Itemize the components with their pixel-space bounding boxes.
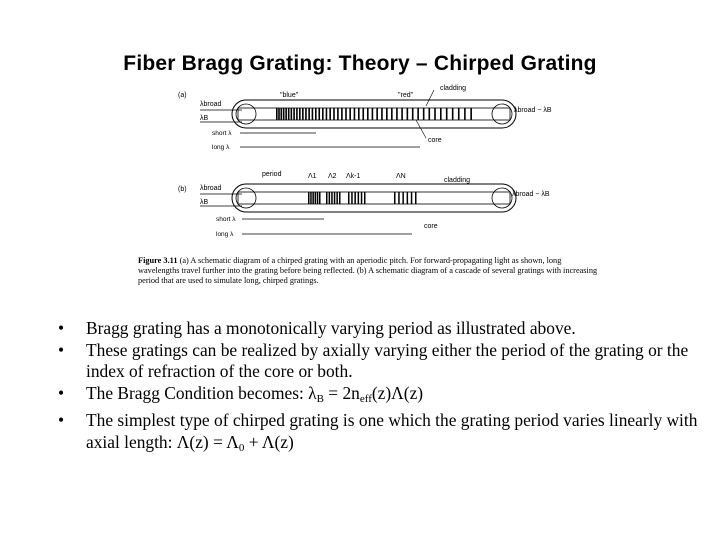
grating-line: [354, 192, 356, 204]
figure-caption: [138, 256, 598, 286]
grating-line: [331, 192, 333, 204]
grating-line: [299, 108, 301, 120]
grating-line: [336, 192, 338, 204]
grating-line: [398, 192, 400, 204]
panel-a-fiber-cladding: [232, 100, 516, 128]
panel-b-grating-sections: [308, 192, 417, 204]
panel-a-cladding-label: cladding: [440, 85, 467, 92]
grating-line: [315, 108, 317, 120]
panel-a-core-label: core: [428, 137, 442, 144]
grating-line: [317, 192, 319, 204]
grating-line: [358, 192, 360, 204]
grating-line: [326, 108, 328, 120]
grating-line: [291, 108, 293, 120]
grating-line: [401, 108, 403, 120]
panel-b-core-label: core: [424, 223, 438, 230]
bullet-item: [58, 318, 698, 340]
bullet-item: [58, 383, 698, 411]
bragg-subscript: B: [316, 392, 324, 405]
panel-a-short-label: short λ: [212, 130, 232, 137]
panel-a-lambda-broad: λbroad: [200, 101, 222, 108]
grating-line: [319, 192, 321, 204]
lambda0-subscript: 0: [238, 441, 245, 454]
grating-line: [428, 108, 430, 120]
panel-b-output: λbroad − λB: [512, 191, 550, 198]
grating-line: [381, 108, 383, 120]
grating-line: [318, 108, 320, 120]
grating-line: [308, 192, 310, 204]
panel-a-label: (a): [178, 92, 187, 99]
bullet-list: [58, 318, 698, 459]
grating-line: [470, 108, 472, 120]
grating-line: [345, 108, 347, 120]
grating-line: [296, 108, 298, 120]
grating-line: [402, 192, 404, 204]
grating-line: [351, 192, 353, 204]
grating-line: [329, 192, 331, 204]
bullet-item: [58, 340, 698, 383]
panel-a-blue-label: "blue": [280, 92, 299, 99]
grating-line: [354, 108, 356, 120]
grating-line: [326, 192, 328, 204]
grating-line: [329, 108, 331, 120]
grating-line: [348, 192, 350, 204]
chirp-equation-text: The simplest type of chirped grating is one which the grating period varies linearly with axial length: Λ(z) = Λ: [86, 410, 698, 452]
chirp-equation-text: + Λ(z): [244, 431, 294, 452]
panel-b-lambda-b: λB: [200, 199, 209, 206]
grating-line: [423, 108, 425, 120]
panel-a-output: λbroad − λB: [514, 107, 552, 114]
grating-line: [358, 108, 360, 120]
grating-line: [412, 108, 414, 120]
bragg-condition-text: = 2n: [323, 382, 360, 403]
bragg-condition-text: (z)Λ(z): [371, 382, 424, 403]
grating-line: [386, 108, 388, 120]
grating-line: [288, 108, 290, 120]
panel-b-label: (b): [178, 186, 187, 193]
grating-line: [280, 108, 282, 120]
grating-line: [293, 108, 295, 120]
grating-line: [349, 108, 351, 120]
panel-a-red-label: "red": [398, 92, 414, 99]
panel-b-period-n: ΛN: [396, 173, 406, 180]
grating-line: [407, 192, 409, 204]
bullet-item: [58, 410, 698, 459]
grating-line: [315, 192, 317, 204]
panel-b-short-label: short λ: [216, 216, 236, 223]
grating-line: [376, 108, 378, 120]
figure-caption-label: Figure 3.11: [138, 256, 178, 265]
panel-a-lambda-b: λB: [200, 115, 209, 122]
grating-line: [312, 192, 314, 204]
grating-line: [364, 192, 366, 204]
grating-line: [334, 192, 336, 204]
panel-b-cladding-label: cladding: [444, 177, 471, 184]
bullet-text: These gratings can be realized by axially varying either the period of the grating or the index of refraction of the core or both.: [86, 339, 689, 381]
grating-line: [308, 108, 310, 120]
grating-line: [312, 108, 314, 120]
grating-line: [362, 108, 364, 120]
grating-line: [434, 108, 436, 120]
panel-a-grating-lines: [276, 108, 472, 120]
grating-line: [310, 192, 312, 204]
panel-b-period-label: period: [262, 171, 282, 178]
bullet-text: Bragg grating has a monotonically varying period as illustrated above.: [86, 318, 576, 338]
panel-b-fiber-cladding: [232, 184, 516, 212]
grating-line: [367, 108, 369, 120]
grating-line: [407, 108, 409, 120]
grating-line: [276, 108, 278, 120]
grating-line: [285, 108, 287, 120]
grating-line: [396, 108, 398, 120]
grating-line: [372, 108, 374, 120]
grating-line: [440, 108, 442, 120]
grating-line: [415, 192, 417, 204]
grating-line: [361, 192, 363, 204]
grating-schematic: [176, 84, 596, 264]
grating-line: [278, 108, 280, 120]
grating-line: [339, 192, 341, 204]
panel-b-period-2: Λ2: [328, 173, 337, 180]
grating-line: [341, 108, 343, 120]
grating-line: [333, 108, 335, 120]
grating-line: [458, 108, 460, 120]
grating-line: [464, 108, 466, 120]
neff-subscript: eff: [359, 392, 372, 405]
panel-b-long-label: long λ: [216, 231, 234, 238]
grating-line: [394, 192, 396, 204]
grating-line: [446, 108, 448, 120]
panel-b-period-1: Λ1: [308, 173, 317, 180]
grating-line: [411, 192, 413, 204]
panel-a-long-label: long λ: [212, 144, 230, 151]
panel-b-fiber-core: [238, 192, 510, 204]
grating-line: [391, 108, 393, 120]
figure-caption-text: (a) A schematic diagram of a chirped grating with an aperiodic pitch. For forward-propagating light as shown, long wavelengths travel further into the grating before being reflected. (b) A schematic diagram of a cascade of several gratings with increasing period that are used to simulate long, chirped gratings.: [138, 256, 598, 285]
grating-line: [452, 108, 454, 120]
grating-line: [337, 108, 339, 120]
grating-line: [283, 108, 285, 120]
panel-b-period-k1: Λk-1: [346, 173, 361, 180]
bragg-condition-text: The Bragg Condition becomes: λ: [86, 382, 317, 403]
grating-line: [302, 108, 304, 120]
grating-line: [305, 108, 307, 120]
grating-line: [417, 108, 419, 120]
grating-line: [322, 108, 324, 120]
panel-b-lambda-broad: λbroad: [200, 185, 222, 192]
slide-title: Fiber Bragg Grating: Theory – Chirped Grating: [123, 52, 597, 75]
